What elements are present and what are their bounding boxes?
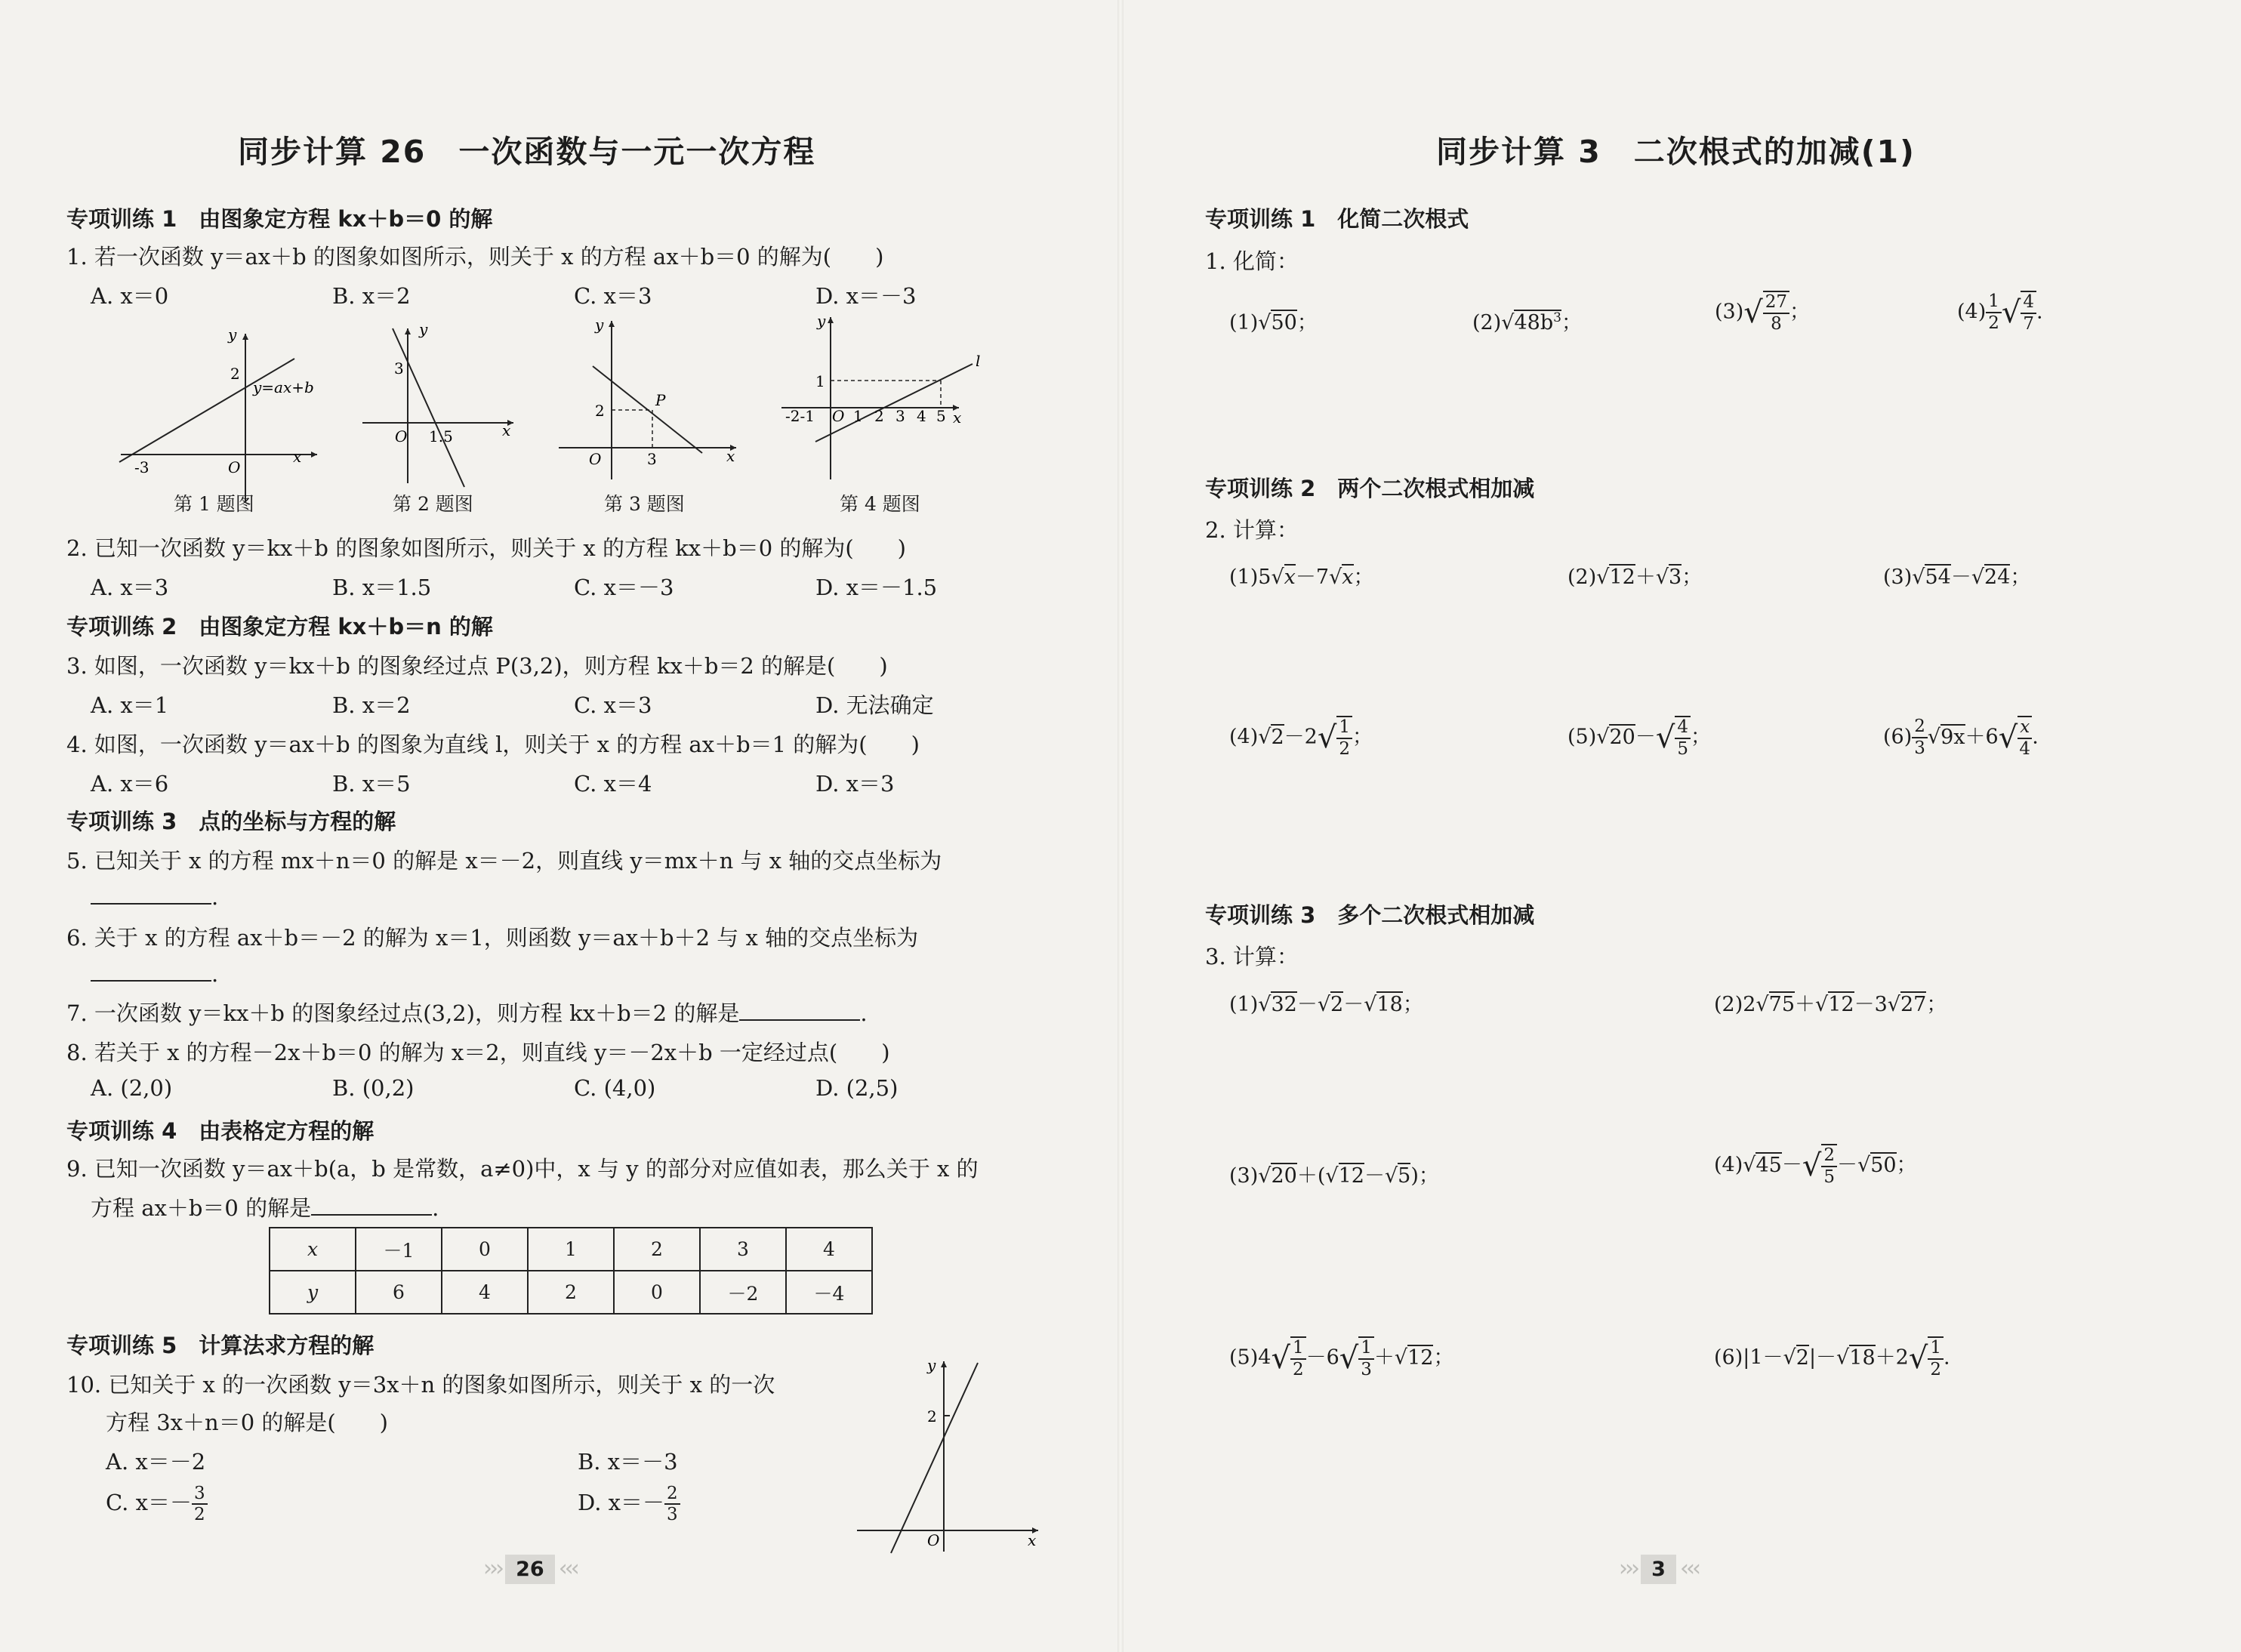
figure-3-graph — [551, 313, 740, 491]
table-cell: 4 — [786, 1228, 872, 1271]
figure-4-caption: 第 4 题图 — [840, 493, 920, 515]
section-1-heading: 专项训练 1 由图象定方程 kx＋b＝0 的解 — [66, 206, 493, 232]
q9-answer-blank[interactable] — [311, 1194, 432, 1216]
q3-part-4: (4)√45－√ $\frac{2}{5}$ －√50； — [1714, 1145, 1917, 1187]
fig3-x-label: x — [726, 447, 735, 465]
table-cell: 2 — [528, 1271, 614, 1314]
left-page-number: 26 — [505, 1555, 555, 1584]
q3-part-5: (5)4√ $\frac{1}{2}$ －6√ $\frac{1}{3}$ ＋√12； — [1229, 1338, 1454, 1379]
fig1-origin: O — [228, 458, 241, 476]
q2-part-6: (6) $\frac{2}{3}$ √9x＋6√ $\frac{x}{4}$ . — [1883, 717, 2039, 759]
q10-option-a: A. x＝－2 — [106, 1449, 206, 1475]
q1-part-3: (3)√ $\frac{27}{8}$ ； — [1715, 292, 1811, 334]
figure-10-graph — [849, 1355, 1046, 1559]
question-9-line-1: 9. 已知一次函数 y＝ax＋b(a，b 是常数，a≠0)中，x 与 y 的部分对应值如表，那么关于 x 的 — [66, 1156, 979, 1182]
fig2-x-label: x — [502, 421, 511, 439]
q3-part-2: (2)2√75＋√12－3√27； — [1714, 993, 1947, 1016]
fig2-origin: O — [395, 427, 408, 445]
table-cell: 0 — [614, 1271, 700, 1314]
q4-option-b: B. x＝5 — [332, 771, 411, 797]
section-5-heading: 专项训练 5 计算法求方程的解 — [66, 1333, 375, 1358]
fig3-point-p: P — [655, 391, 666, 409]
q2-part-3: (3)√54－√24； — [1883, 566, 2031, 589]
fig4-tick-1: 1 — [853, 407, 863, 425]
table-cell: 2 — [614, 1228, 700, 1271]
q4-option-d: D. x＝3 — [815, 771, 895, 797]
question-3: 3. 如图，一次函数 y＝kx＋b 的图象经过点 P(3,2)，则方程 kx＋b＝2 的解是( ) — [66, 653, 888, 679]
table-row-y — [270, 1271, 872, 1314]
value-table — [269, 1227, 873, 1315]
left-page-number-bar: ››› 26 ‹‹‹ — [483, 1555, 577, 1582]
fig4-line-l: l — [976, 352, 981, 370]
q2-part-4: (4)√2－2√ $\frac{1}{2}$ ； — [1229, 717, 1373, 759]
question-6: 6. 关于 x 的方程 ax＋b＝－2 的解为 x＝1，则函数 y＝ax＋b＋2 与 x 轴的交点坐标为 — [66, 925, 919, 951]
q1-option-b: B. x＝2 — [332, 283, 411, 309]
left-page-title: 同步计算 26 一次函数与一元一次方程 — [238, 134, 816, 170]
fig3-origin: O — [589, 450, 602, 468]
fig2-y-intercept: 3 — [394, 359, 404, 378]
fig10-origin: O — [927, 1531, 940, 1549]
left-page — [0, 0, 1120, 1652]
fig4-tick-5: 5 — [936, 407, 946, 425]
q3-part-1: (1)√32－√2－√18； — [1229, 993, 1423, 1016]
figure-3-caption: 第 3 题图 — [604, 493, 685, 515]
q3-part-6: (6)|1－√2|－√18＋2√ $\frac{1}{2}$ . — [1714, 1338, 1950, 1379]
q3-option-b: B. x＝2 — [332, 692, 411, 718]
q10-option-c: C. x＝－ $\frac{3}{2}$ — [106, 1484, 208, 1524]
section-2-heading: 专项训练 2 两个二次根式相加减 — [1205, 476, 1535, 501]
section-3-heading: 专项训练 3 多个二次根式相加减 — [1205, 902, 1535, 928]
table-cell: 1 — [528, 1228, 614, 1271]
fig4-tick-4: 4 — [917, 407, 926, 425]
q4-option-c: C. x＝4 — [574, 771, 652, 797]
question-10-line-2: 方程 3x＋n＝0 的解是( ) — [106, 1410, 388, 1435]
q2-part-1: (1)5√x－7√x； — [1229, 566, 1374, 589]
figure-2-graph — [355, 321, 521, 491]
q8-option-c: C. (4,0) — [574, 1075, 656, 1101]
q3-option-c: C. x＝3 — [574, 692, 652, 718]
q6-answer-blank[interactable]: . — [91, 960, 218, 987]
q8-option-d: D. (2,5) — [815, 1075, 899, 1101]
fig1-equation: y=ax+b — [253, 378, 314, 396]
table-cell: －2 — [700, 1271, 786, 1314]
q5-answer-blank[interactable]: . — [91, 883, 218, 910]
fig4-tick-3: 3 — [895, 407, 905, 425]
fig2-y-label: y — [419, 321, 428, 338]
fig1-x-intercept: -3 — [134, 458, 150, 476]
question-3: 3. 计算： — [1205, 944, 1299, 969]
fig2-x-intercept: 1.5 — [429, 427, 453, 445]
table-cell: x — [270, 1228, 356, 1271]
q7-answer-blank[interactable] — [739, 1000, 860, 1021]
question-8: 8. 若关于 x 的方程－2x＋b＝0 的解为 x＝2，则直线 y＝－2x＋b 一定经过点( ) — [66, 1040, 890, 1065]
fig4-origin: O — [832, 407, 845, 425]
fig10-y-intercept: 2 — [927, 1407, 937, 1425]
figure-1-graph — [113, 325, 325, 513]
right-page-title: 同步计算 3 二次根式的加减(1) — [1436, 134, 1916, 170]
q1-option-d: D. x＝－3 — [815, 283, 917, 309]
q3-part-3: (3)√20＋(√12－√5)； — [1229, 1164, 1439, 1188]
question-9-line-2: 方程 ax＋b＝0 的解是 . — [91, 1195, 439, 1221]
q2-option-c: C. x＝－3 — [574, 575, 674, 600]
right-page — [1120, 0, 2241, 1652]
table-cell: 4 — [442, 1271, 528, 1314]
question-10-line-1: 10. 已知关于 x 的一次函数 y＝3x＋n 的图象如图所示，则关于 x 的一次 — [66, 1372, 775, 1398]
q8-option-a: A. (2,0) — [91, 1075, 173, 1101]
q1-part-2: $(2)√48b^3$； — [1472, 310, 1582, 334]
question-5: 5. 已知关于 x 的方程 mx＋n＝0 的解是 x＝－2，则直线 y＝mx＋n 与 x 轴的交点坐标为 — [66, 848, 942, 874]
section-1-heading: 专项训练 1 化简二次根式 — [1205, 206, 1469, 232]
q1-option-a: A. x＝0 — [91, 283, 169, 309]
fig3-y-label: y — [595, 316, 604, 334]
q2-part-2: (2)√12＋√3； — [1567, 566, 1703, 589]
question-1: 1. 化简： — [1205, 248, 1299, 274]
question-2: 2. 计算： — [1205, 517, 1299, 543]
q1-part-4: (4) $\frac{1}{2}$ √ $\frac{4}{7}$ . — [1957, 291, 2043, 334]
q1-option-c: C. x＝3 — [574, 283, 652, 309]
q8-option-b: B. (0,2) — [332, 1075, 415, 1101]
right-page-number-bar: ››› 3 ‹‹‹ — [1619, 1555, 1698, 1582]
q10-d-fraction: $\frac{2}{3}$ — [664, 1484, 680, 1524]
q3-option-d: D. 无法确定 — [815, 692, 934, 718]
q4-option-a: A. x＝6 — [91, 771, 169, 797]
fig1-y-label: y — [228, 325, 237, 344]
table-cell: 6 — [356, 1271, 442, 1314]
fig1-y-intercept: 2 — [230, 365, 240, 383]
q1-part-1: (1)√50； — [1229, 311, 1318, 334]
table-row-x — [270, 1228, 872, 1271]
section-2-heading: 专项训练 2 由图象定方程 kx＋b＝n 的解 — [66, 614, 493, 640]
table-cell: 3 — [700, 1228, 786, 1271]
figure-1-caption: 第 1 题图 — [174, 493, 254, 515]
fig4-y-value: 1 — [815, 372, 825, 390]
fig4-neg-ticks: -2-1 — [785, 407, 815, 425]
question-4: 4. 如图，一次函数 y＝ax＋b 的图象为直线 l，则关于 x 的方程 ax＋b＝1 的解为( ) — [66, 732, 920, 757]
section-4-heading: 专项训练 4 由表格定方程的解 — [66, 1118, 375, 1144]
fig4-x-label: x — [953, 408, 962, 427]
figure-2-caption: 第 2 题图 — [393, 493, 473, 515]
fig10-x-label: x — [1028, 1531, 1037, 1549]
q2-option-b: B. x＝1.5 — [332, 575, 432, 600]
q2-option-d: D. x＝－1.5 — [815, 575, 938, 600]
q2-part-5: (5)√20－√ $\frac{4}{5}$ ； — [1567, 717, 1711, 759]
table-cell: y — [270, 1271, 356, 1314]
table-cell: 0 — [442, 1228, 528, 1271]
fig3-y-value: 2 — [595, 402, 605, 420]
fig3-x-value: 3 — [647, 450, 657, 468]
q3-option-a: A. x＝1 — [91, 692, 169, 718]
fig4-tick-2: 2 — [874, 407, 884, 425]
q10-c-fraction: $\frac{3}{2}$ — [192, 1484, 208, 1524]
q10-option-b: B. x＝－3 — [578, 1449, 678, 1475]
table-cell: －1 — [356, 1228, 442, 1271]
question-7: 7. 一次函数 y＝kx＋b 的图象经过点(3,2)，则方程 kx＋b＝2 的解是 . — [66, 1000, 868, 1026]
fig1-x-label: x — [293, 448, 302, 466]
q10-option-d: D. x＝－ $\frac{2}{3}$ — [578, 1484, 680, 1524]
figure-4-graph — [778, 310, 989, 491]
question-2: 2. 已知一次函数 y＝kx＋b 的图象如图所示，则关于 x 的方程 kx＋b＝0 的解为( ) — [66, 535, 906, 561]
fig10-y-label: y — [927, 1356, 936, 1374]
right-page-number: 3 — [1641, 1555, 1676, 1584]
table-cell: －4 — [786, 1271, 872, 1314]
section-3-heading: 专项训练 3 点的坐标与方程的解 — [66, 809, 396, 834]
q2-option-a: A. x＝3 — [91, 575, 169, 600]
question-1: 1. 若一次函数 y＝ax＋b 的图象如图所示，则关于 x 的方程 ax＋b＝0 的解为( ) — [66, 244, 884, 270]
fig4-y-label: y — [817, 312, 826, 330]
